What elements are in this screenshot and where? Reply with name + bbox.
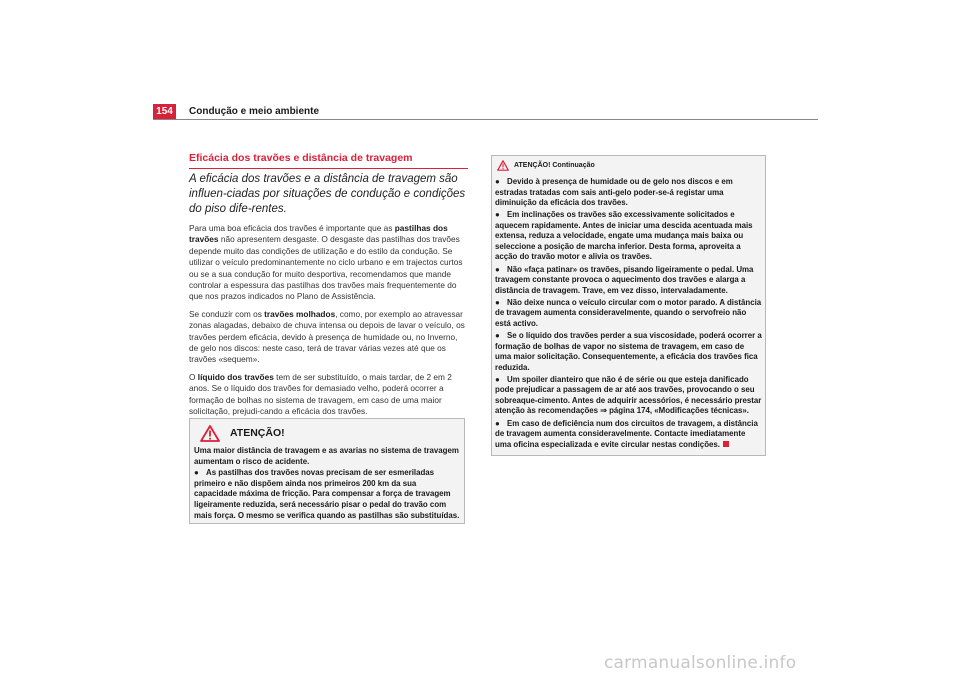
- page-number-badge: 154: [153, 104, 176, 119]
- warning-box: [189, 418, 465, 524]
- warning-bullet: [495, 265, 762, 297]
- warning-label: ATENÇÃO! Continuação: [514, 162, 595, 169]
- warning-bullet: [495, 177, 762, 209]
- bullet-icon: ●: [495, 331, 500, 341]
- warning-bullet: [495, 210, 762, 263]
- bullet-text: Se o líquido dos travões perder a sua viscosidade, poderá ocorrer a formação de bolhas de vapor no sistema de travagem, em caso de uma maior solicitação. Consequentemente, a eficácia dos travões fica reduzida.: [495, 331, 762, 372]
- page-reference-link[interactable]: página 174, «Modificações técnicas».: [606, 406, 749, 416]
- paragraph-brake-fluid: [189, 372, 468, 418]
- bullet-icon: ●: [495, 297, 500, 307]
- bullet-icon: ●: [194, 468, 199, 478]
- warning-intro: Uma maior distância de travagem e as avarias no sistema de travagem aumentam o risco de acidente.: [194, 446, 459, 466]
- section-title: Eficácia dos travões e distância de travagem: [189, 152, 468, 169]
- bullet-text: Devido à presença de humidade ou de gelo nos discos e em estradas tratadas com sais anti-gelo poder-se-á registar uma diminuição da eficácia dos travões.: [495, 177, 733, 208]
- bullet-text: Não deixe nunca o veículo circular com o motor parado. A distância de travagem aumenta consideravelmente, quando o servofreio não está activo.: [495, 297, 762, 328]
- emphasis-text: pastilhas dos travões: [189, 223, 448, 245]
- warning-bullet: [495, 375, 762, 417]
- warning-bullet: [495, 298, 762, 330]
- warning-bullet: [495, 419, 762, 451]
- emphasis-text: travões molhados: [264, 308, 336, 319]
- bullet-icon: ●: [495, 210, 500, 220]
- warning-body: [190, 446, 464, 521]
- bullet-icon: ●: [495, 177, 500, 186]
- paragraph-wet-brakes: [189, 309, 468, 366]
- bullet-text: Não «faça patinar» os travões, pisando ligeiramente o pedal. Uma travagem constante provoca o aquecimento dos travões e alarga a distância de travagem. Trave, em vez disso, intervaladamente.: [495, 264, 754, 295]
- left-column: [189, 152, 468, 418]
- bullet-icon: ●: [495, 264, 500, 274]
- paragraph-text: não apresentem desgaste. O desgaste das pastilhas dos travões depende muito das condições de utilização e do estilo da condução. Se utilizar o veículo predominantemente no ciclo urbano e em trajectos curtos ou se a sua condução for muito desportiva, recomendamos que mande controlar a espessura das pastilhas dos travões mais frequentemente do que nos prazos indicados no Plano de Assistência.: [189, 234, 463, 302]
- bullet-icon: ●: [495, 418, 500, 428]
- header-divider: [153, 119, 818, 120]
- bullet-text: Um spoiler dianteiro que não é de série ou que esteja danificado pode prejudicar a passagem de ar até aos travões, provocando o seu sobreaque-cimento. Antes de adquirir acessórios, é necessário prestar atenção às recomendações: [495, 374, 762, 416]
- bullet-text: As pastilhas dos travões novas precisam de ser esmeriladas primeiro e não dispõem ainda nos primeiros 200 km da sua capacidade máxima de fricção. Para compensar a força de travagem ligeiramente reduzida, será necessário pisar o pedal do travão com mais força. O mesmo se verifica quando as pastilhas são substituídas.: [194, 468, 460, 520]
- bullet-text: Em caso de deficiência num dos circuitos de travagem, a distância de travagem aumenta consideravelmente. Contacte imediatamente uma oficina especializada e evite circular nestas condições.: [495, 418, 758, 449]
- paragraph-text: , como, por exemplo ao atravessar zonas alagadas, debaixo de chuva intensa ou depois de lavar o veículo, os travões perdem eficácia, devido à presença de humidade ou, no Inverno, de gelo nos discos: neste caso, terá de travar várias vezes até que os travões «sequem».: [189, 308, 465, 365]
- warning-header: [492, 156, 765, 177]
- warning-header: [190, 419, 464, 446]
- paragraph-text: O: [189, 371, 198, 382]
- end-of-section-icon: [723, 441, 729, 447]
- watermark: carmanualsonline.info: [604, 653, 797, 673]
- warning-triangle-icon: [200, 425, 220, 442]
- warning-label: ATENÇÃO!: [230, 427, 285, 439]
- warning-continuation-box: [491, 155, 766, 456]
- warning-body: [492, 177, 765, 450]
- paragraph-text: Se conduzir com os: [189, 308, 265, 319]
- paragraph-text: tem de ser substituído, o mais tardar, de 2 em 2 anos. Se o líquido dos travões for demasiado velho, poderá ocorrer a formação de bolhas no sistema de travagem, em caso de uma maior solicitação, prejudi-cando a eficácia dos travões.: [189, 371, 452, 417]
- chapter-title: Condução e meio ambiente: [189, 106, 320, 117]
- warning-bullet: [194, 468, 460, 521]
- paragraph-text: Para uma boa eficácia dos travões é importante que as: [189, 223, 395, 233]
- bullet-icon: ●: [495, 374, 500, 384]
- paragraph-brake-pads: [189, 223, 468, 303]
- warning-bullet: [495, 331, 762, 373]
- lead-paragraph: A eficácia dos travões e a distância de travagem são influen-ciadas por situações de condução e condições do piso dife-rentes.: [189, 173, 466, 215]
- reference-arrow-icon: ⇒: [600, 406, 607, 416]
- bullet-text: Em inclinações os travões são excessivamente solicitados e aquecem rapidamente. Antes de iniciar uma descida acentuada mais extensa, reduza a velocidade, engate uma mudança mais baixa ou seleccione a posição de marcha inferior. Desta forma, aproveita a acção do travão motor e alivia os travões.: [495, 210, 753, 262]
- emphasis-text: líquido dos travões: [197, 371, 274, 382]
- warning-triangle-icon: [497, 160, 509, 171]
